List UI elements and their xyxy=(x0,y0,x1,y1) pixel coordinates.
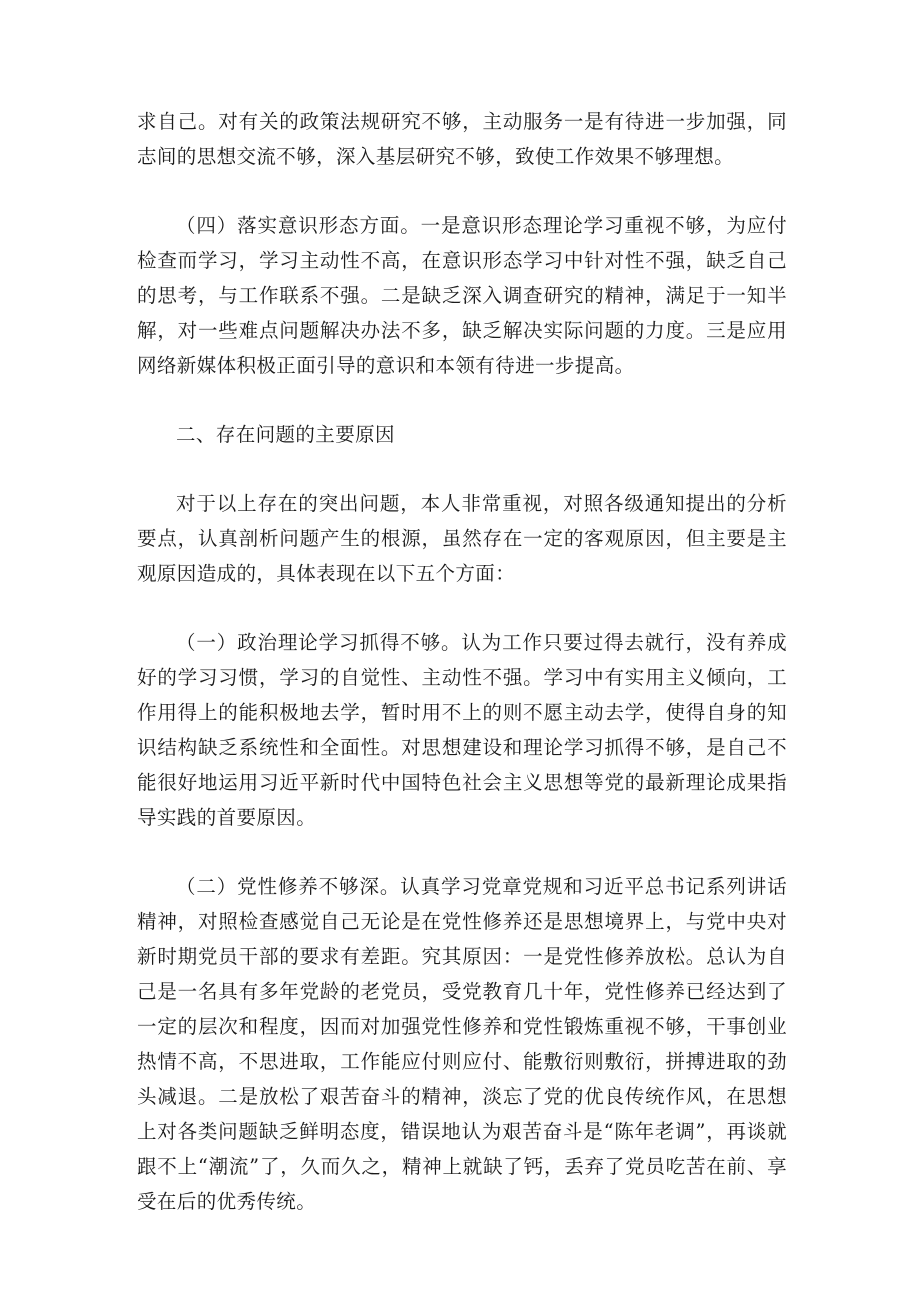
paragraph-ideology: （四）落实意识形态方面。一是意识形态理论学习重视不够，为应付检查而学习，学习主动性不高，在意识形态学习中针对性不强，缺乏自己的思考，与工作联系不强。二是缺乏深入调查研究的精神，满足于一知半解，对一些难点问题解决办法不多，缺乏解决实际问题的力度。三是应用网络新媒体积极正面引导的意识和本领有待进一步提高。 xyxy=(137,214,787,377)
paragraph-intro-causes: 对于以上存在的突出问题，本人非常重视，对照各级通知提出的分析要点，认真剖析问题产生的根源，虽然存在一定的客观原因，但主要是主观原因造成的，具体表现在以下五个方面： xyxy=(137,492,787,585)
paragraph-cause-party-spirit: （二）党性修养不够深。认真学习党章党规和习近平总书记系列讲话精神，对照检查感觉自己无论是在党性修养还是思想境界上，与党中央对新时期党员干部的要求有差距。究其原因：一是党性修养放松。总认为自己是一名具有多年党龄的老党员，受党教育几十年，党性修养已经达到了一定的层次和程度，因而对加强党性修养和党性锻炼重视不够，干事创业热情不高，不思进取，工作能应付则应付、能敷衍则敷衍，拼搏进取的劲头减退。二是放松了艰苦奋斗的精神，淡忘了党的优良传统作风，在思想上对各类问题缺乏鲜明态度，错误地认为艰苦奋斗是“陈年老调”，再谈就跟不上“潮流”了，久而久之，精神上就缺了钙，丢弃了党员吃苦在前、享受在后的优秀传统。 xyxy=(137,875,787,1213)
section-heading-causes: 二、存在问题的主要原因 xyxy=(176,423,395,446)
document-body xyxy=(137,104,787,1253)
paragraph-cause-theory: （一）政治理论学习抓得不够。认为工作只要过得去就行，没有养成好的学习习惯，学习的自觉性、主动性不强。学习中有实用主义倾向，工作用得上的能积极地去学，暂时用不上的则不愿主动去学，使得自身的知识结构缺乏系统性和全面性。对思想建设和理论学习抓得不够，是自己不能很好地运用习近平新时代中国特色社会主义思想等党的最新理论成果指导实践的首要原因。 xyxy=(137,631,787,829)
paragraph-continuation: 求自己。对有关的政策法规研究不够，主动服务一是有待进一步加强，同志间的思想交流不够，深入基层研究不够，致使工作效果不够理想。 xyxy=(137,110,787,168)
